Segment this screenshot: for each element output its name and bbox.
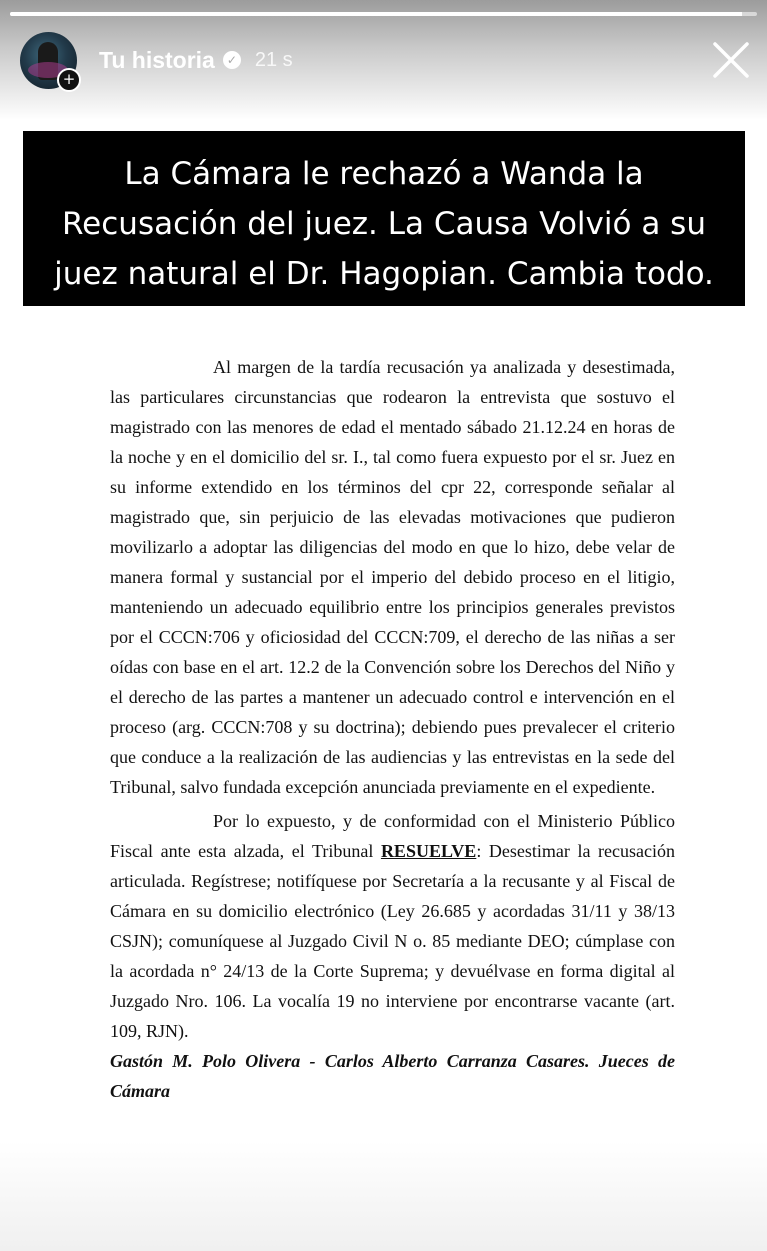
document-paragraph: Al margen de la tardía recusación ya analizada y desestimada, las particulares circunstancias que rodearon la entrevista que sostuvo el magistrado con las menores de edad el mentado sábado 21.12.24 en horas de la noche y en el domicilio del sr. I., tal como fuera expuesto por el sr. Juez en su informe extendido en los términos del cpr 22, corresponde señalar al magistrado que, sin perjuicio de las elevadas motivaciones que pudieron movilizarlo a adoptar las diligencias del modo en que lo hizo, debe velar de manera formal y sustancial por el imperio del debido proceso en el litigio, manteniendo un adecuado equilibrio entre los principios generales previstos por el CCCN:706 y oficiosidad del CCCN:709, el derecho de las niñas a ser oídas con base en el art. 12.2 de la Convención sobre los Derechos del Niño y el derecho de las partes a mantener un adecuado control e intervención en el proceso (arg. CCCN:708 y su doctrina); debiendo pues prevalecer el criterio que conduce a la realización de las audiencias y las entrevistas en la sede del Tribunal, salvo fundada excepción anunciada previamente en el expediente. (110, 357, 675, 797)
verified-check-icon: ✓ (223, 51, 241, 69)
resolution-text-before: Por lo expuesto, y de conformidad con el Ministerio Público Fiscal ante esta alzada, el Tribunal (110, 811, 675, 861)
caption-line: La Cámara le rechazó a Wanda la (124, 156, 644, 192)
story-caption-box (23, 131, 745, 306)
story-time-ago: 21 s (254, 48, 293, 71)
court-document (110, 352, 675, 1106)
avatar[interactable] (20, 32, 77, 89)
caption-line: Recusación del juez. La Causa Volvió a su (62, 206, 706, 242)
judges-signature: Gastón M. Polo Olivera - Carlos Alberto Carranza Casares. Jueces de Cámara (110, 1051, 675, 1101)
document-paragraph-resolution (110, 806, 675, 1046)
caption-line: juez natural el Dr. Hagopian. Cambia todo. (54, 256, 714, 292)
story-progress-bar (10, 12, 757, 16)
resolution-text-after: : Desestimar la recusación articulada. Regístrese; notifíquese por Secretaría a la recusante y al Fiscal de Cámara en su domicilio electrónico (Ley 26.685 y acordadas 31/11 y 38/13 CSJN); comuníquese al Juzgado Civil N o. 85 mediante DEO; cúmplase con la acordada n° 24/13 de la Corte Suprema; y devuélvase en forma digital al Juzgado Nro. 106. La vocalía 19 no interviene por encontrarse vacante (art. 109, RJN). (110, 841, 676, 1041)
story-progress-fill (10, 12, 742, 16)
story-header (20, 30, 747, 90)
resuelve-keyword: RESUELVE (380, 841, 477, 861)
close-button[interactable] (711, 40, 751, 80)
story-bottom-shade (0, 1141, 767, 1251)
close-icon (711, 40, 751, 80)
plus-icon[interactable]: + (57, 68, 81, 92)
story-username[interactable]: Tu historia (99, 46, 215, 73)
